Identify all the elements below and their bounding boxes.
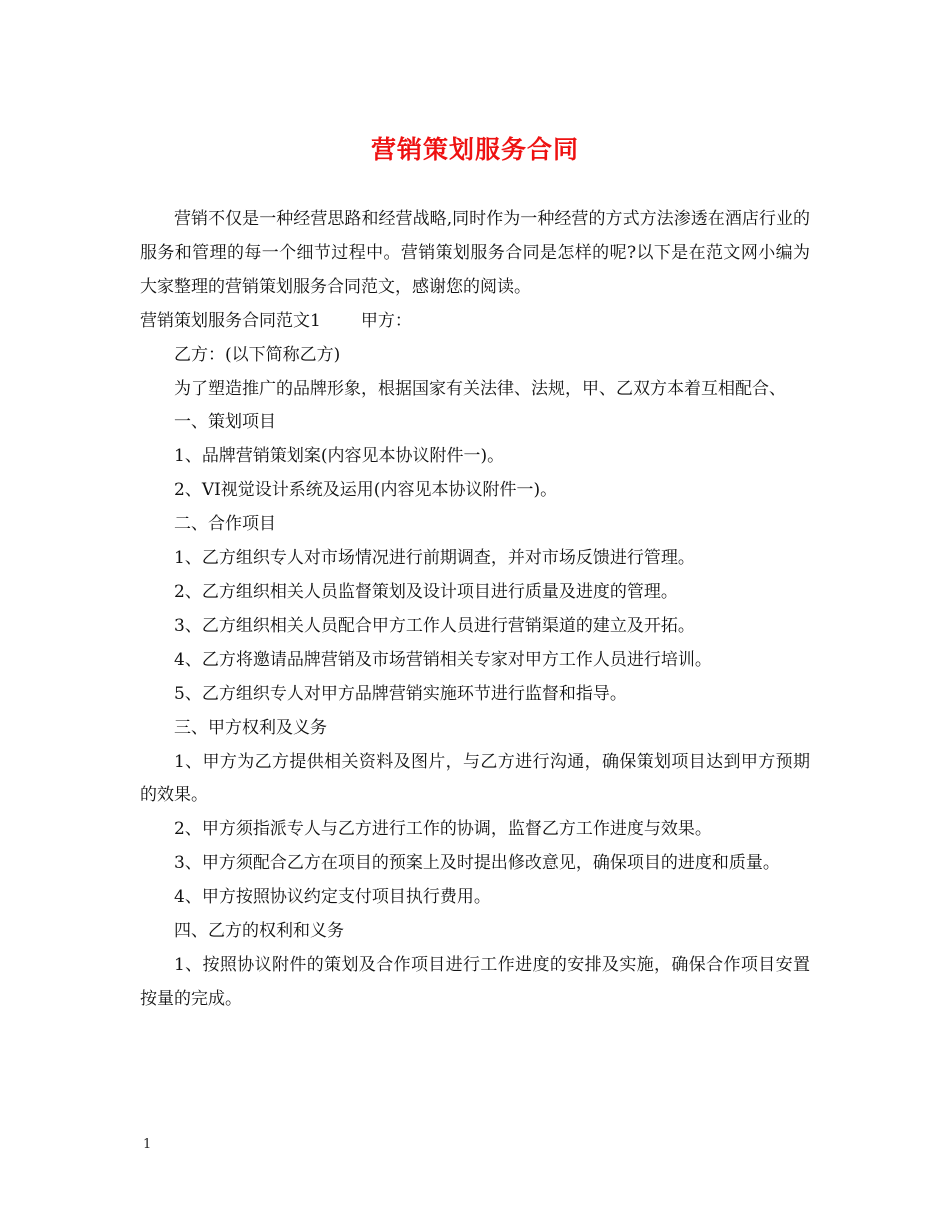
clause-item: 1、品牌营销策划案(内容见本协议附件一)。 — [174, 446, 505, 467]
document-body — [140, 203, 810, 1017]
document-title: 营销策划服务合同 — [370, 135, 579, 164]
section-heading: 一、策划项目 — [174, 412, 276, 433]
clause-item: 3、乙方组织相关人员配合甲方工作人员进行营销渠道的建立及开拓。 — [174, 615, 695, 636]
party-a-label: 甲方： — [360, 310, 412, 331]
clause-item: 1、按照协议附件的策划及合作项目进行工作进度的安排及实施，确保合作项目安置按量的完成。 — [140, 954, 810, 1009]
page-number: 1 — [143, 1137, 152, 1152]
clause-item: 2、乙方组织相关人员监督策划及设计项目进行质量及进度的管理。 — [174, 581, 678, 602]
clause-item: 1、甲方为乙方提供相关资料及图片，与乙方进行沟通，确保策划项目达到甲方预期的效果。 — [140, 751, 810, 806]
purpose-paragraph: 为了塑造推广的品牌形象，根据国家有关法律、法规，甲、乙双方本着互相配合、 — [174, 378, 786, 399]
clause-item: 3、甲方须配合乙方在项目的预案上及时提出修改意见，确保项目的进度和质量。 — [174, 853, 780, 874]
clause-item: 5、乙方组织专人对甲方品牌营销实施环节进行监督和指导。 — [174, 683, 627, 704]
party-b-line: 乙方：(以下简称乙方) — [174, 344, 341, 365]
intro-paragraph: 营销不仅是一种经营思路和经营战略,同时作为一种经营的方式方法渗透在酒店行业的服务和管理的每一个细节过程中。营销策划服务合同是怎样的呢?以下是在范文网小编为大家整理的营销策划服务合同范文，感谢您的阅读。 — [140, 209, 810, 297]
clause-item: 2、甲方须指派专人与乙方进行工作的协调，监督乙方工作进度与效果。 — [174, 819, 712, 840]
section-heading: 二、合作项目 — [174, 514, 276, 535]
clause-item: 4、乙方将邀请品牌营销及市场营销相关专家对甲方工作人员进行培训。 — [174, 649, 712, 670]
clause-item: 2、VI视觉设计系统及运用(内容见本协议附件一)。 — [174, 480, 558, 501]
sample-heading-line — [140, 305, 810, 339]
sample-heading: 营销策划服务合同范文1 — [140, 310, 321, 331]
section-heading: 四、乙方的权利和义务 — [174, 921, 344, 942]
clause-item: 4、甲方按照协议约定支付项目执行费用。 — [174, 887, 491, 908]
section-heading: 三、甲方权利及义务 — [174, 717, 327, 738]
clause-item: 1、乙方组织专人对市场情况进行前期调查，并对市场反馈进行管理。 — [174, 548, 695, 569]
